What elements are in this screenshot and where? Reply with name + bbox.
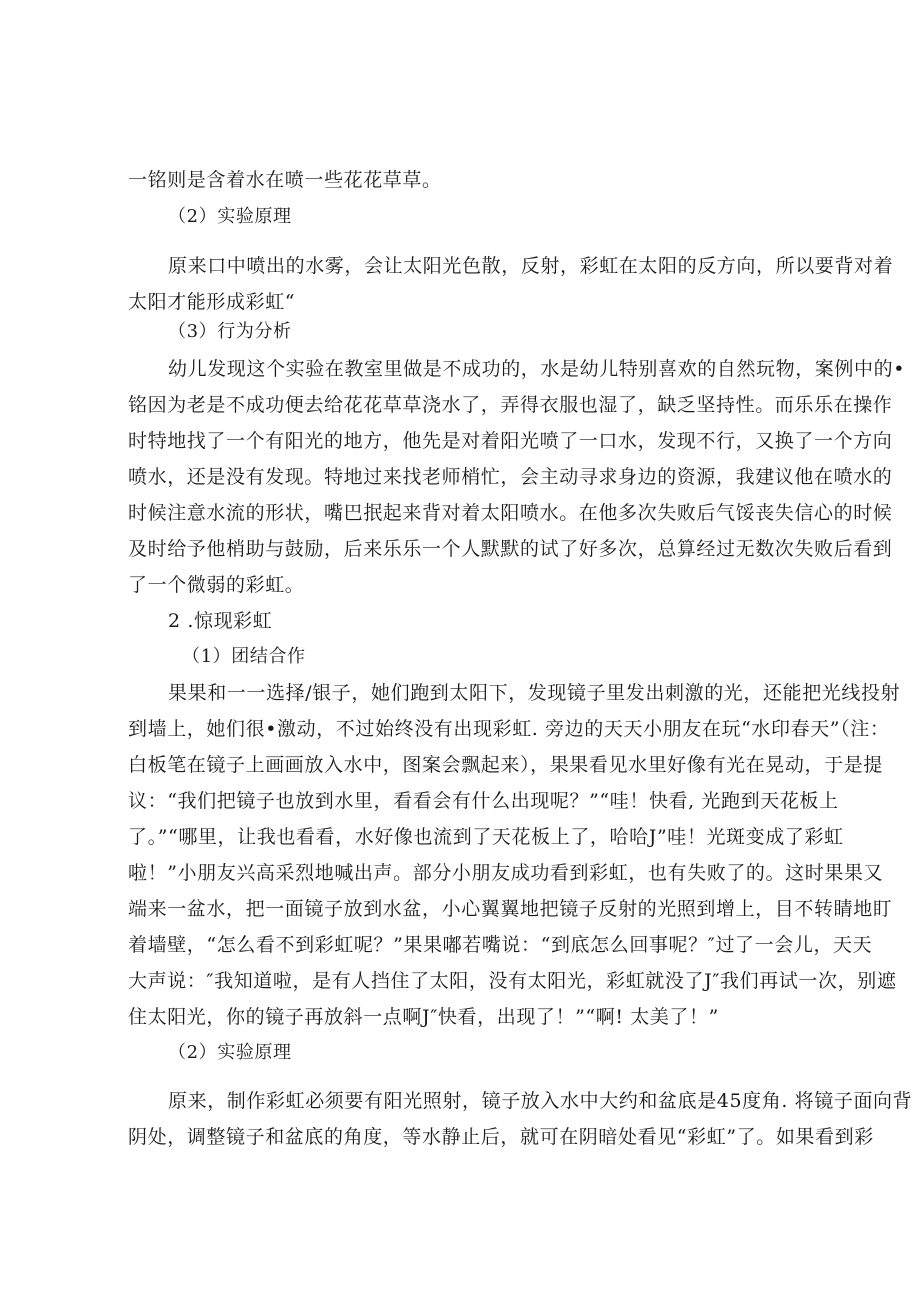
paragraph-line: 着墙壁，“怎么看不到彩虹呢？”果果嘟若嘴说：“到底怎么回事呢？″过了一会儿，天天: [128, 934, 873, 956]
section-heading-principle: （2）实验原理: [168, 206, 292, 227]
paragraph-line: 白板笔在镜子上画画放入水中，图案会飘起来），果果看见水里好像有光在晃动，于是提: [128, 754, 883, 776]
paragraph-line: 喷水，还是没有发现。特地过来找老师梢忙，会主动寻求身边的资源，我建议他在喷水的: [128, 466, 893, 488]
paragraph-line: 原来口中喷出的水雾，会让太阳光色散，反射，彩虹在太阳的反方向，所以要背对着: [168, 255, 894, 277]
section-heading-behavior: （3）行为分析: [168, 321, 292, 342]
paragraph-line: 及时给予他梢助与鼓励，后来乐乐一个人默默的试了好多次，总算经过无数次失败后看到: [128, 538, 893, 560]
paragraph-line: 到墙上，她们很•激动，不过始终没有出现彩虹. 旁边的天天小朋友在玩“水印春天”（注：: [128, 718, 890, 740]
paragraph-line: 原来，制作彩虹必须要有阳光照射，镜子放入水中大约和盆底是45度角. 将镜子面向背: [168, 1090, 913, 1112]
paragraph-line: 议：“我们把镜子也放到水里，看看会有什么出现呢？”“哇！快看, 光跑到天花板上: [128, 790, 839, 812]
paragraph-line: 住太阳光，你的镜子再放斜一点啊J″快看，出现了！”“啊! 太美了！”: [128, 1006, 719, 1028]
paragraph-line: 时候注意水流的形状，嘴巴抿起来背对着太阳喷水。在他多次失败后气馁丧失信心的时候: [128, 502, 893, 524]
paragraph-line: 时特地找了一个有阳光的地方，他先是对着阳光喷了一口水，发现不行，又换了一个方向: [128, 430, 893, 452]
paragraph-line: 铭因为老是不成功便去给花花草草浇水了，弄得衣服也湿了，缺乏坚持性。而乐乐在操作: [128, 394, 893, 416]
paragraph-line: 了。”“哪里，让我也看看，水好像也流到了天花板上了，哈哈J”哇！光斑变成了彩虹: [128, 826, 844, 848]
paragraph-line: 果果和一一选择/银子，她们跑到太阳下，发现镜子里发出刺激的光，还能把光线投射: [168, 682, 901, 704]
section-heading-teamwork: （1）团结合作: [182, 646, 306, 667]
paragraph-line: 端来一盆水，把一面镜子放到水盆，小心翼翼地把镜子反射的光照到增上，目不转睛地盯: [128, 898, 893, 920]
paragraph-line: 大声说：″我知道啦，是有人挡住了太阳，没有太阳光，彩虹就没了J″我们再试一次，别遮: [128, 970, 897, 992]
section-heading-rainbow: 2 .惊现彩虹: [168, 610, 273, 632]
paragraph-line: 了一个微弱的彩虹。: [128, 574, 305, 596]
paragraph-line: 阴处，调整镜子和盆底的角度，等水静止后，就可在阴暗处看见“彩虹”了。如果看到彩: [128, 1126, 874, 1148]
section-heading-principle-2: （2）实验原理: [168, 1042, 292, 1063]
paragraph-line: 幼儿发现这个实验在教室里做是不成功的，水是幼儿特别喜欢的自然玩物，案例中的•: [168, 358, 906, 380]
paragraph-line: 一铭则是含着水在喷一些花花草草。: [128, 169, 442, 191]
paragraph-line: 啦！”小朋友兴高采烈地喊出声。部分小朋友成功看到彩虹，也有失败了的。这时果果又: [128, 862, 884, 884]
paragraph-line: 太阳才能形成彩虹“: [128, 291, 296, 313]
